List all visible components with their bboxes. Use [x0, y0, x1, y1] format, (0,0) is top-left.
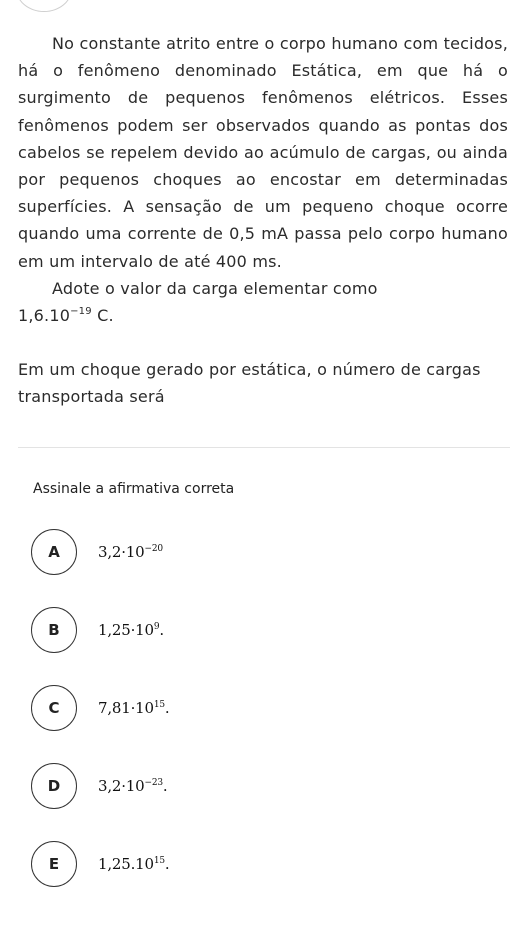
- option-a[interactable]: [31, 528, 431, 576]
- question-paragraph: No constante atrito entre o corpo humano com tecidos, há o fenômeno denominado Estática, em que há o surgimento de pequenos fenômenos elétricos. Esses fenômenos podem ser observados quando as pontas dos cabelos se repelem devido ao acúmulo de cargas, ou ainda por pequenos choques ao encostar em determinadas superfícies. A sensação de um pequeno choque ocorre quando uma corrente de 0,5 mA passa pelo corpo humano em um intervalo de até 400 ms.: [18, 34, 508, 271]
- option-letter-c[interactable]: C: [31, 685, 77, 731]
- charge-intro: Adote o valor da carga elementar como: [52, 278, 378, 298]
- option-e[interactable]: [31, 840, 431, 888]
- option-letter-a[interactable]: A: [31, 529, 77, 575]
- option-c[interactable]: [31, 684, 431, 732]
- previous-option-circle: [16, 0, 72, 12]
- option-letter-e[interactable]: E: [31, 841, 77, 887]
- question-text: [18, 30, 508, 411]
- option-answer-d[interactable]: $3,2\cdot 10^{-23}$.: [98, 777, 168, 795]
- charge-value: $1,6.10^{-19}$ C.: [18, 306, 114, 326]
- option-letter-d[interactable]: D: [31, 763, 77, 809]
- divider: [18, 447, 510, 448]
- option-d[interactable]: [31, 762, 431, 810]
- question-ask: Em um choque gerado por estática, o número de cargas transportada será: [18, 360, 481, 407]
- option-answer-a[interactable]: $3,2\cdot 10^{-20}$: [98, 543, 163, 561]
- instruction-label: Assinale a afirmativa correta: [33, 481, 235, 497]
- option-letter-b[interactable]: B: [31, 607, 77, 653]
- option-answer-c[interactable]: $7,81\cdot 10^{15}$.: [98, 699, 170, 717]
- option-answer-b[interactable]: $1,25\cdot 10^9$.: [98, 621, 164, 639]
- option-answer-e[interactable]: 1,25.10$^{15}$.: [98, 855, 170, 873]
- option-b[interactable]: [31, 606, 431, 654]
